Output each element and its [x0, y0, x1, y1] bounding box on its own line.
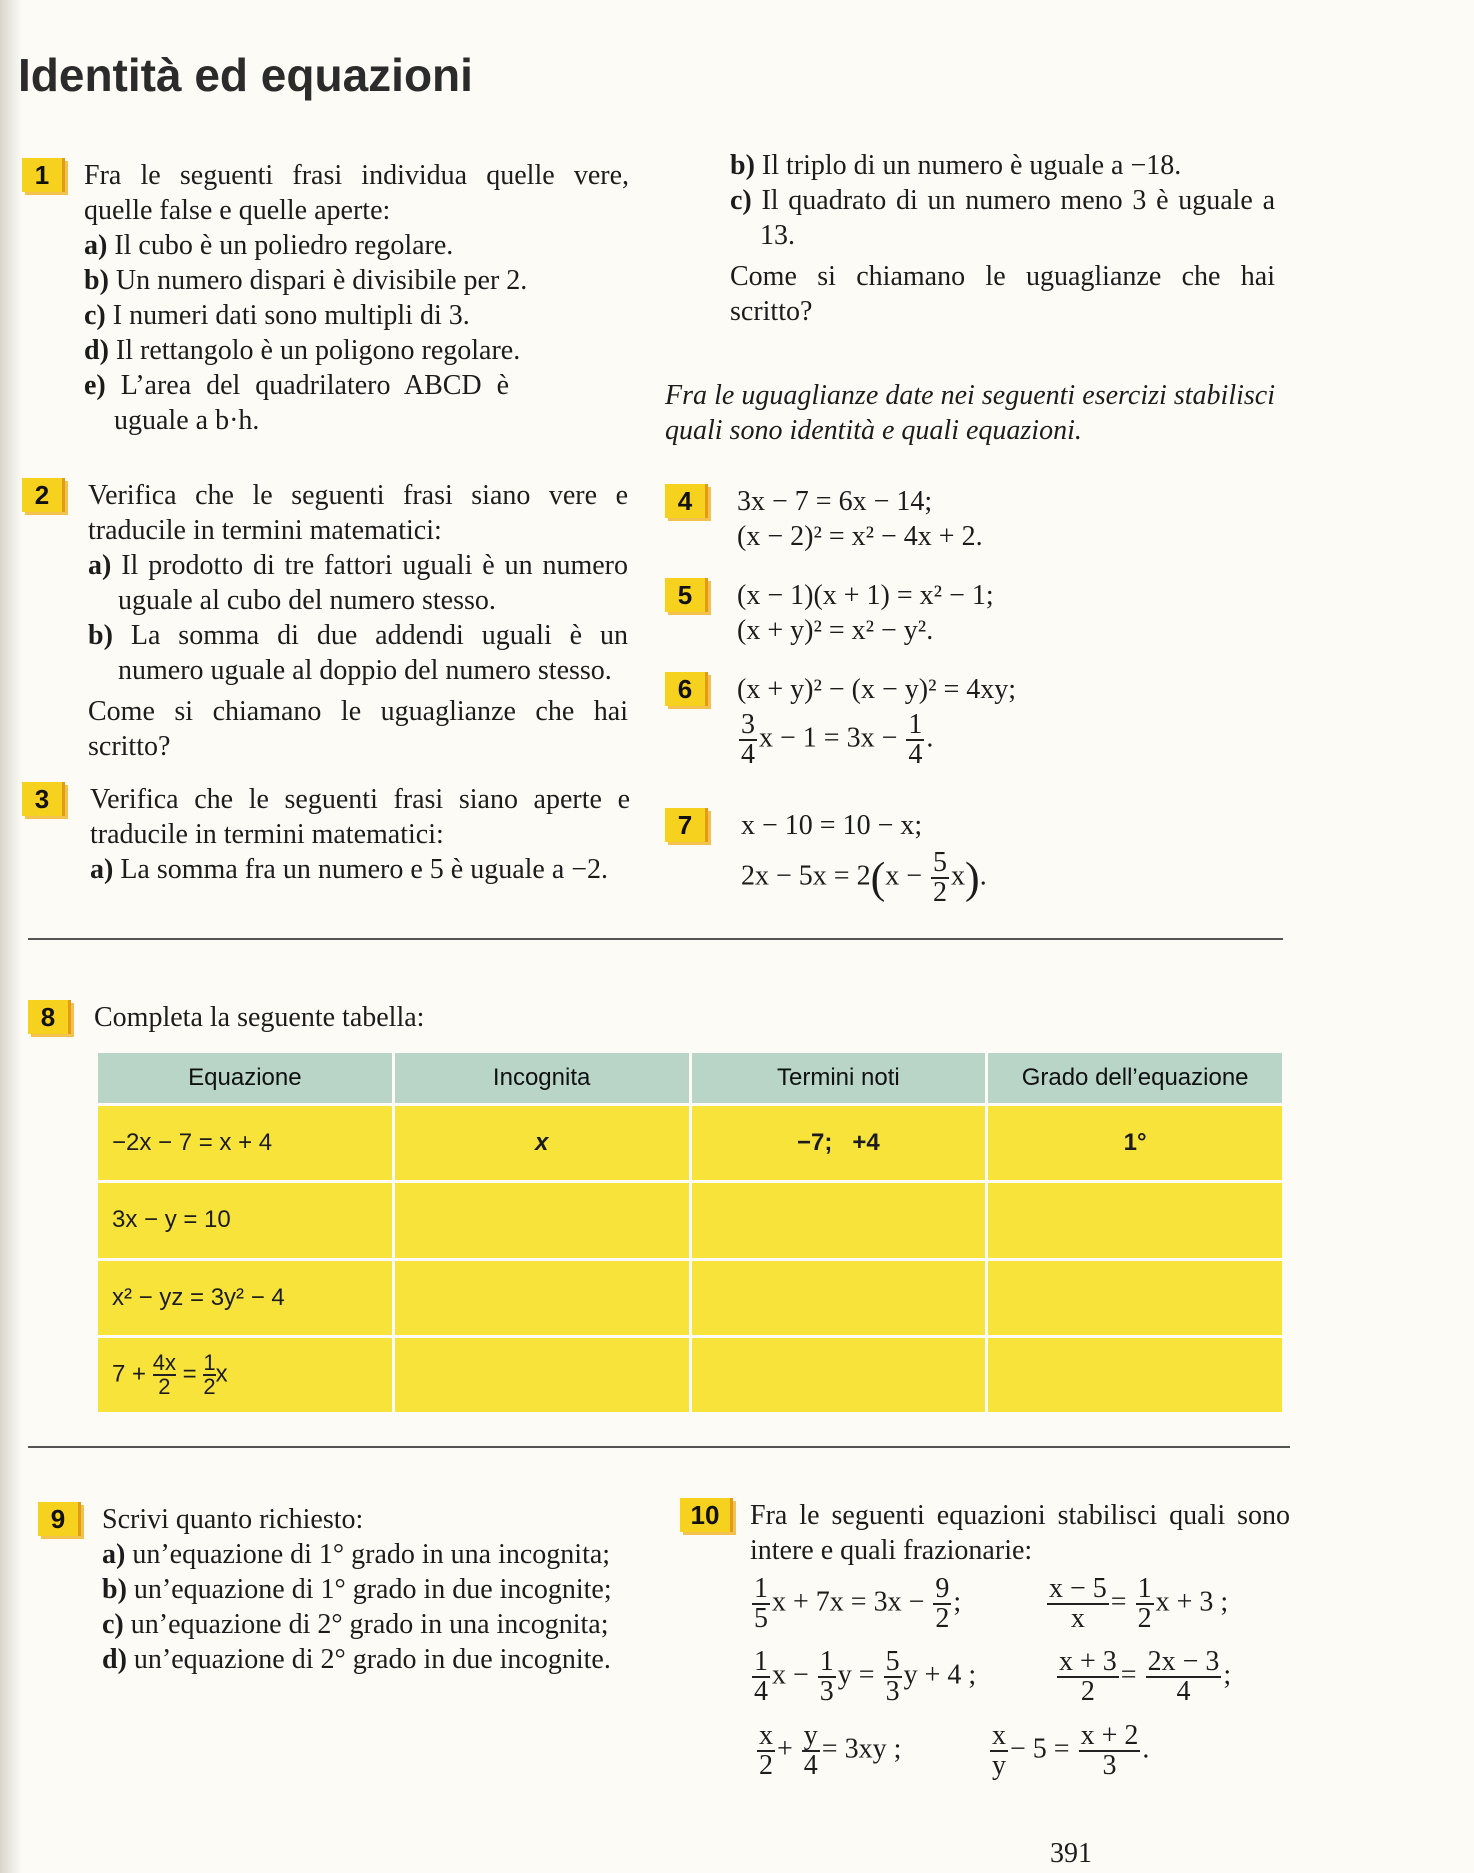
list-item: a) Il prodotto di tre fattori uguali è un numero uguale al cubo del numero stesso. — [88, 550, 628, 616]
table-header: Grado dell’equazione — [987, 1052, 1284, 1105]
exercise-number: 1 — [22, 158, 65, 192]
exercise-number: 10 — [680, 1498, 733, 1532]
fraction: $\frac{1}{2}$ — [1137, 1573, 1152, 1634]
equation: (x + y)² − (x − y)² = 4xy; — [737, 674, 1017, 705]
equation-row: $\frac{x}{2}$ + $\frac{y}{4}$ = 3xy ; — [759, 1720, 902, 1781]
table-cell-degree: 1° — [987, 1105, 1284, 1182]
section-divider — [28, 1446, 1290, 1448]
exercise-text: Verifica che le seguenti frasi siano vere e traducile in termini matematici: — [88, 480, 628, 546]
table-row — [97, 1105, 1284, 1182]
list-item: b) Il triplo di un numero è uguale a −18. — [730, 150, 1182, 181]
fraction: $\frac{9}{2}$ — [935, 1573, 950, 1634]
table-cell-equation: 7 + $\frac{4x}{2}$ = $\frac{1}{2}$ x — [97, 1336, 394, 1413]
table-row — [97, 1259, 1284, 1336]
fraction: $\frac{2x - 3}{4}$ — [1147, 1646, 1220, 1707]
equation: (x − 2)² = x² − 4x + 2. — [737, 521, 983, 552]
table-cell-terms: −7; +4 — [690, 1105, 987, 1182]
equation: x − 10 = 10 − x; — [741, 810, 923, 841]
equation-table — [95, 1050, 1285, 1415]
list-item: d) un’equazione di 2° grado in due incognite. — [102, 1644, 611, 1675]
equation-row: $\frac{1}{4}$ x − $\frac{1}{3}$ y = $\frac{5}{3}$ y + 4 ; — [754, 1646, 977, 1707]
exercise-number: 7 — [665, 808, 708, 842]
exercise-text: Fra le seguenti equazioni stabilisci quali sono intere e quali frazionarie: — [750, 1500, 1290, 1566]
fraction: $\frac{x}{y}$ — [992, 1720, 1006, 1781]
fraction: $\frac{4x}{2}$ — [152, 1349, 176, 1399]
equation: (x − 1)(x + 1) = x² − 1; — [737, 580, 994, 611]
table-cell-degree[interactable] — [987, 1336, 1284, 1413]
table-cell-unknown[interactable] — [393, 1259, 690, 1336]
fraction: $\frac{1}{4}$ — [754, 1646, 768, 1707]
fraction: $\frac{3}{4}$ — [741, 709, 755, 770]
exercise-text: Fra le seguenti frasi individua quelle vere, quelle false e quelle aperte: — [84, 160, 629, 226]
exercise-intro: Fra le uguaglianze date nei seguenti esercizi stabilisci quali sono identità e quali equazioni. — [665, 380, 1275, 446]
equation: $\frac{3}{4}$ x − 1 = 3x − $\frac{1}{4}$ . — [741, 709, 934, 770]
table-cell-equation: x² − yz = 3y² − 4 — [97, 1259, 394, 1336]
table-header: Equazione — [97, 1052, 394, 1105]
fraction: $\frac{1}{5}$ — [754, 1573, 768, 1634]
list-item: b) Un numero dispari è divisibile per 2. — [84, 265, 528, 296]
page-binding-shadow — [0, 0, 22, 1873]
exercise-number: 6 — [665, 672, 708, 706]
equation-row: $\frac{x - 5}{x}$ = $\frac{1}{2}$ x + 3 ; — [1049, 1573, 1229, 1634]
table-cell-equation: 3x − y = 10 — [97, 1182, 394, 1259]
fraction: $\frac{1}{3}$ — [819, 1646, 834, 1707]
fraction: $\frac{x}{2}$ — [759, 1720, 773, 1781]
fraction: $\frac{1}{2}$ — [203, 1349, 216, 1399]
fraction: $\frac{5}{3}$ — [885, 1646, 900, 1707]
table-cell-degree[interactable] — [987, 1182, 1284, 1259]
list-item: d) Il rettangolo è un poligono regolare. — [84, 335, 521, 366]
list-item: c) un’equazione di 2° grado in una incognita; — [102, 1609, 609, 1640]
list-item: b) un’equazione di 1° grado in due incognite; — [102, 1574, 612, 1605]
exercise-number: 2 — [22, 478, 65, 512]
page-title: Identità ed equazioni — [18, 49, 473, 101]
exercise-3-continued — [730, 148, 1275, 329]
exercise-question: Come si chiamano le uguaglianze che hai scritto? — [88, 696, 628, 762]
table-cell-equation: −2x − 7 = x + 4 — [97, 1105, 394, 1182]
table-cell-terms[interactable] — [690, 1182, 987, 1259]
list-item: a) La somma fra un numero e 5 è uguale a −2. — [90, 854, 609, 885]
exercise-number: 4 — [665, 484, 708, 518]
table-row — [97, 1182, 1284, 1259]
exercise-number: 5 — [665, 578, 708, 612]
fraction: $\frac{x + 2}{3}$ — [1080, 1720, 1139, 1781]
equation-row: $\frac{x + 3}{2}$ = $\frac{2x - 3}{4}$ ; — [1059, 1646, 1232, 1707]
list-item: e) L’area del quadrilatero ABCD è uguale a b·h. — [84, 370, 509, 436]
exercise-number: 9 — [38, 1502, 81, 1536]
list-item: b) La somma di due addendi uguali è un numero uguale al doppio del numero stesso. — [88, 620, 629, 686]
exercise-text: Completa la seguente tabella: — [94, 1002, 425, 1033]
equation: 3x − 7 = 6x − 14; — [737, 486, 933, 517]
table-row — [97, 1336, 1284, 1413]
fraction: $\frac{y}{4}$ — [803, 1720, 818, 1781]
equation: (x + y)² = x² − y². — [737, 615, 934, 646]
table-cell-unknown[interactable] — [393, 1182, 690, 1259]
table-cell-degree[interactable] — [987, 1259, 1284, 1336]
table-header: Incognita — [393, 1052, 690, 1105]
exercise-number: 3 — [22, 782, 65, 816]
exercise-text: Verifica che le seguenti frasi siano aperte e traducile in termini matematici: — [90, 784, 630, 850]
equation-row: $\frac{x}{y}$ − 5 = $\frac{x + 2}{3}$ . — [992, 1720, 1150, 1781]
exercise-number: 8 — [28, 1000, 71, 1034]
table-cell-unknown: x — [393, 1105, 690, 1182]
fraction: $\frac{1}{4}$ — [908, 709, 923, 770]
page-number: 391 — [1050, 1838, 1092, 1869]
list-item: c) Il quadrato di un numero meno 3 è uguale a 13. — [730, 185, 1275, 251]
fraction: $\frac{x - 5}{x}$ — [1049, 1573, 1107, 1634]
fraction: $\frac{5}{2}$ — [933, 847, 948, 908]
section-divider — [28, 938, 1283, 940]
equation-row: $\frac{1}{5}$ x + 7x = 3x − $\frac{9}{2}$ ; — [754, 1573, 962, 1634]
table-cell-terms[interactable] — [690, 1336, 987, 1413]
exercise-question: Come si chiamano le uguaglianze che hai scritto? — [730, 261, 1275, 327]
equation: 2x − 5x = 2(x − $\frac{5}{2}$ x). — [741, 847, 987, 908]
table-cell-terms[interactable] — [690, 1259, 987, 1336]
exercise-text: Scrivi quanto richiesto: — [102, 1504, 364, 1535]
fraction: $\frac{x + 3}{2}$ — [1059, 1646, 1117, 1707]
table-header: Termini noti — [690, 1052, 987, 1105]
list-item: a) un’equazione di 1° grado in una incognita; — [102, 1539, 611, 1570]
table-cell-unknown[interactable] — [393, 1336, 690, 1413]
list-item: c) I numeri dati sono multipli di 3. — [84, 300, 470, 331]
list-item: a) Il cubo è un poliedro regolare. — [84, 230, 454, 261]
